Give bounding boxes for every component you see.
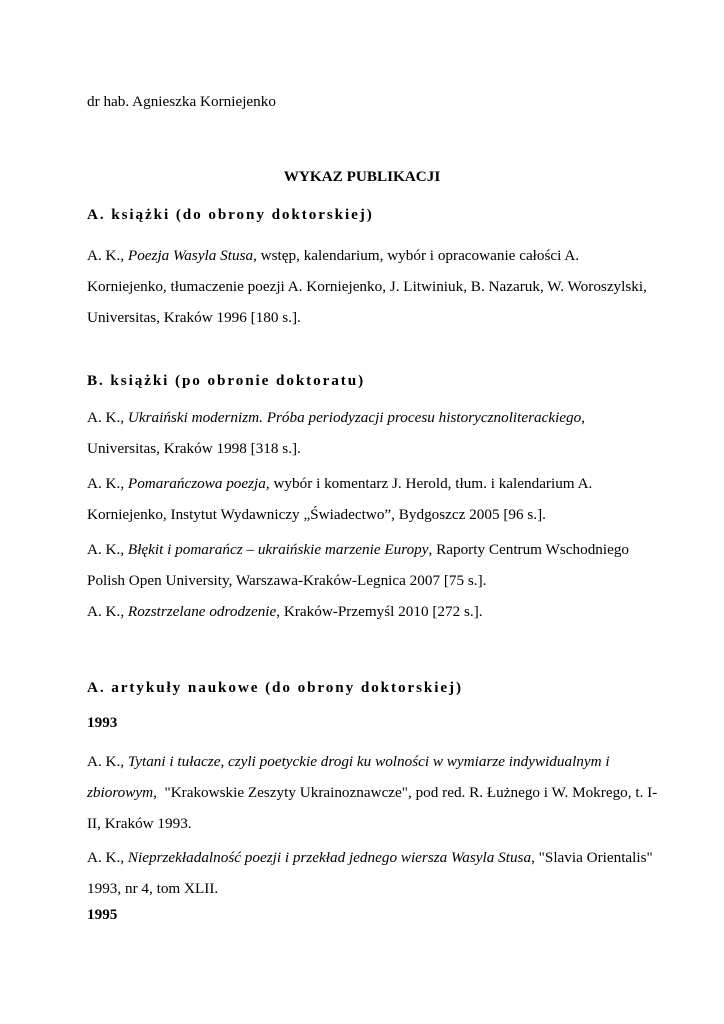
entry-line: zbiorowym, "Krakowskie Zeszyty Ukrainoznawcze", pod red. R. Łużnego i W. Mokrego, t. I-	[87, 784, 658, 801]
publication-entry	[87, 402, 585, 464]
entry-line: Polish Open University, Warszawa-Kraków-Legnica 2007 [75 s.].	[87, 572, 487, 589]
entry-line: 1993, nr 4, tom XLII.	[87, 880, 219, 897]
document-title: WYKAZ PUBLIKACJI	[283, 168, 441, 185]
publication-entry	[87, 746, 657, 839]
publication-title: Tytani i tułacze, czyli poetyckie drogi ku wolności w wymiarze indywidualnym i	[127, 753, 610, 770]
entry-line: A. K., Pomarańczowa poezja, wybór i komentarz J. Herold, tłum. i kalendarium A.	[87, 475, 593, 492]
entry-line: II, Kraków 1993.	[87, 815, 192, 832]
entry-line: A. K., Błękit i pomarańcz – ukraińskie marzenie Europy, Raporty Centrum Wschodniego	[87, 541, 630, 558]
publication-entry	[87, 534, 629, 596]
entry-line: A. K., Tytani i tułacze, czyli poetyckie drogi ku wolności w wymiarze indywidualnym i	[87, 753, 610, 770]
year-heading: 1993	[87, 714, 118, 731]
entry-line: A. K., Poezja Wasyla Stusa, wstęp, kalendarium, wybór i opracowanie całości A.	[87, 247, 580, 264]
entry-line: Korniejenko, Instytut Wydawniczy „Świadectwo”, Bydgoszcz 2005 [96 s.].	[87, 506, 546, 523]
section-heading-books-before: A. książki (do obrony doktorskiej)	[87, 206, 374, 223]
entry-line: Korniejenko, tłumaczenie poezji A. Korniejenko, J. Litwiniuk, B. Nazaruk, W. Woroszylski,	[87, 278, 647, 295]
publication-title: Pomarańczowa poezja	[127, 475, 266, 492]
entry-line: Universitas, Kraków 1998 [318 s.].	[87, 440, 301, 457]
entry-line: A. K., Rozstrzelane odrodzenie, Kraków-Przemyśl 2010 [272 s.].	[87, 603, 483, 620]
publication-entry	[87, 468, 592, 530]
publication-entry	[87, 240, 647, 333]
publication-title: Nieprzekładalność poezji i przekład jednego wiersza Wasyla Stusa	[127, 849, 532, 866]
entry-line: Universitas, Kraków 1996 [180 s.].	[87, 309, 301, 326]
publication-title: Poezja Wasyla Stusa	[127, 247, 254, 264]
entry-line: A. K., Ukraiński modernizm. Próba periodyzacji procesu historycznoliterackiego,	[87, 409, 586, 426]
publication-entry	[87, 842, 653, 904]
entry-line: A. K., Nieprzekładalność poezji i przekład jednego wiersza Wasyla Stusa, "Slavia Orientalis"	[87, 849, 653, 866]
publication-title: Rozstrzelane odrodzenie	[127, 603, 277, 620]
publication-entry	[87, 596, 483, 627]
section-heading-articles-before: A. artykuły naukowe (do obrony doktorskiej)	[87, 679, 463, 696]
author-name: dr hab. Agnieszka Korniejenko	[87, 93, 276, 110]
publication-title: zbiorowym	[87, 784, 154, 801]
year-heading: 1995	[87, 906, 118, 923]
publication-title: Błękit i pomarańcz – ukraińskie marzenie Europy	[127, 541, 429, 558]
publication-title: Ukraiński modernizm. Próba periodyzacji procesu historycznoliterackiego	[127, 409, 582, 426]
section-heading-books-after: B. książki (po obronie doktoratu)	[87, 372, 366, 389]
